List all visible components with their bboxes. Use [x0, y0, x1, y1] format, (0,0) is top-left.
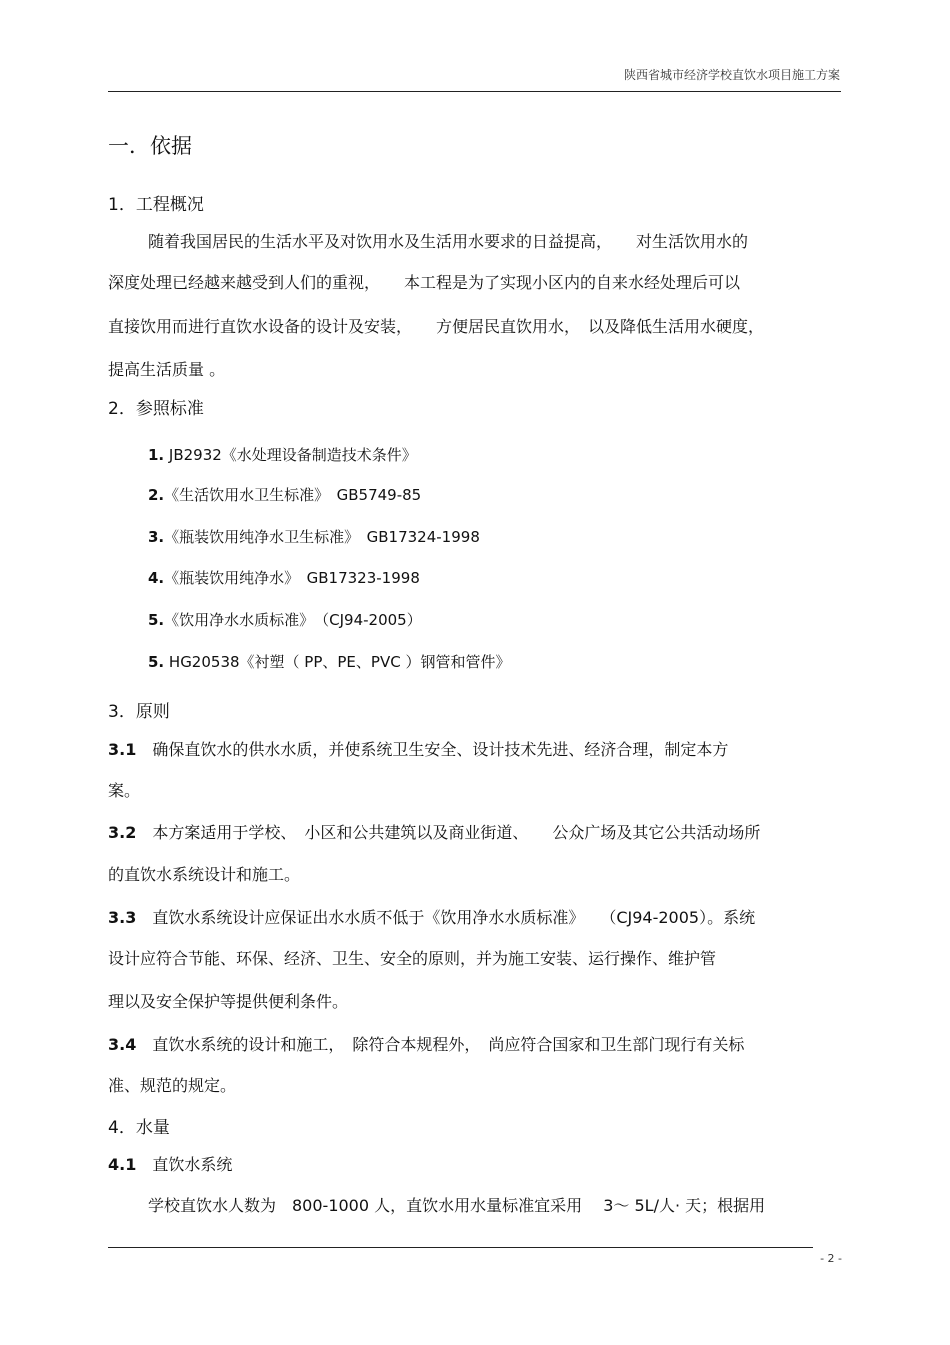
clause-line: 4.1 直饮水系统: [108, 1155, 233, 1174]
paragraph-line: 深度处理已经越来越受到人们的重视， 本工程是为了实现小区内的自来水经处理后可以: [108, 273, 741, 292]
footer-divider: [108, 1247, 813, 1248]
subsection-heading-4: 4．水量: [108, 1118, 170, 1138]
reference-item: 5.《饮用净水水质标准》 （CJ94-2005）: [148, 611, 422, 629]
subsection-heading-1: 1．工程概况: [108, 195, 204, 215]
subsection-heading-3: 3．原则: [108, 702, 170, 722]
reference-item: 3.《瓶装饮用纯净水卫生标准》 GB17324-1998: [148, 528, 480, 546]
subsection-heading-2: 2．参照标准: [108, 399, 204, 419]
clause-line: 设计应符合节能、环保、经济、卫生、安全的原则，并为施工安装、运行操作、维护管: [108, 949, 717, 968]
paragraph-line: 学校直饮水人数为 800-1000 人，直饮水用水量标准宜采用 3～ 5L/人· 天；根据用: [148, 1196, 766, 1215]
clause-line: 准、规范的规定。: [108, 1076, 237, 1095]
clause-line: 3.4 直饮水系统的设计和施工， 除符合本规程外， 尚应符合国家和卫生部门现行有关标: [108, 1035, 745, 1054]
page-number: - 2 -: [820, 1252, 842, 1265]
clause-line: 理以及安全保护等提供便利条件。: [108, 992, 349, 1011]
clause-line: 3.1 确保直饮水的供水水质，并使系统卫生安全、设计技术先进、经济合理，制定本方: [108, 740, 729, 759]
clause-line: 3.2 本方案适用于学校、 小区和公共建筑以及商业街道、 公众广场及其它公共活动场所: [108, 823, 761, 842]
reference-item: 4.《瓶装饮用纯净水》 GB17323-1998: [148, 569, 420, 587]
clause-line: 的直饮水系统设计和施工。: [108, 865, 301, 884]
clause-line: 3.3 直饮水系统设计应保证出水水质不低于《饮用净水水质标准》 （CJ94-2005）。系统: [108, 908, 756, 927]
reference-item: 1. JB2932《水处理设备制造技术条件》: [148, 446, 417, 464]
section-title: 一．依据: [108, 134, 192, 158]
header-divider: [108, 91, 841, 92]
reference-item: 2.《生活饮用水卫生标准》 GB5749-85: [148, 486, 422, 504]
clause-line: 案。: [108, 781, 141, 800]
paragraph-line: 直接饮用而进行直饮水设备的设计及安装， 方便居民直饮用水， 以及降低生活用水硬度，: [108, 317, 765, 336]
paragraph-line: 随着我国居民的生活水平及对饮用水及生活用水要求的日益提高， 对生活饮用水的: [148, 232, 749, 251]
reference-item: 5. HG20538《衬塑（ PP、PE、PVC ）钢管和管件》: [148, 653, 511, 671]
paragraph-line: 提高生活质量 。: [108, 360, 226, 379]
running-header: 陕西省城市经济学校直饮水项目施工方案: [623, 68, 840, 82]
